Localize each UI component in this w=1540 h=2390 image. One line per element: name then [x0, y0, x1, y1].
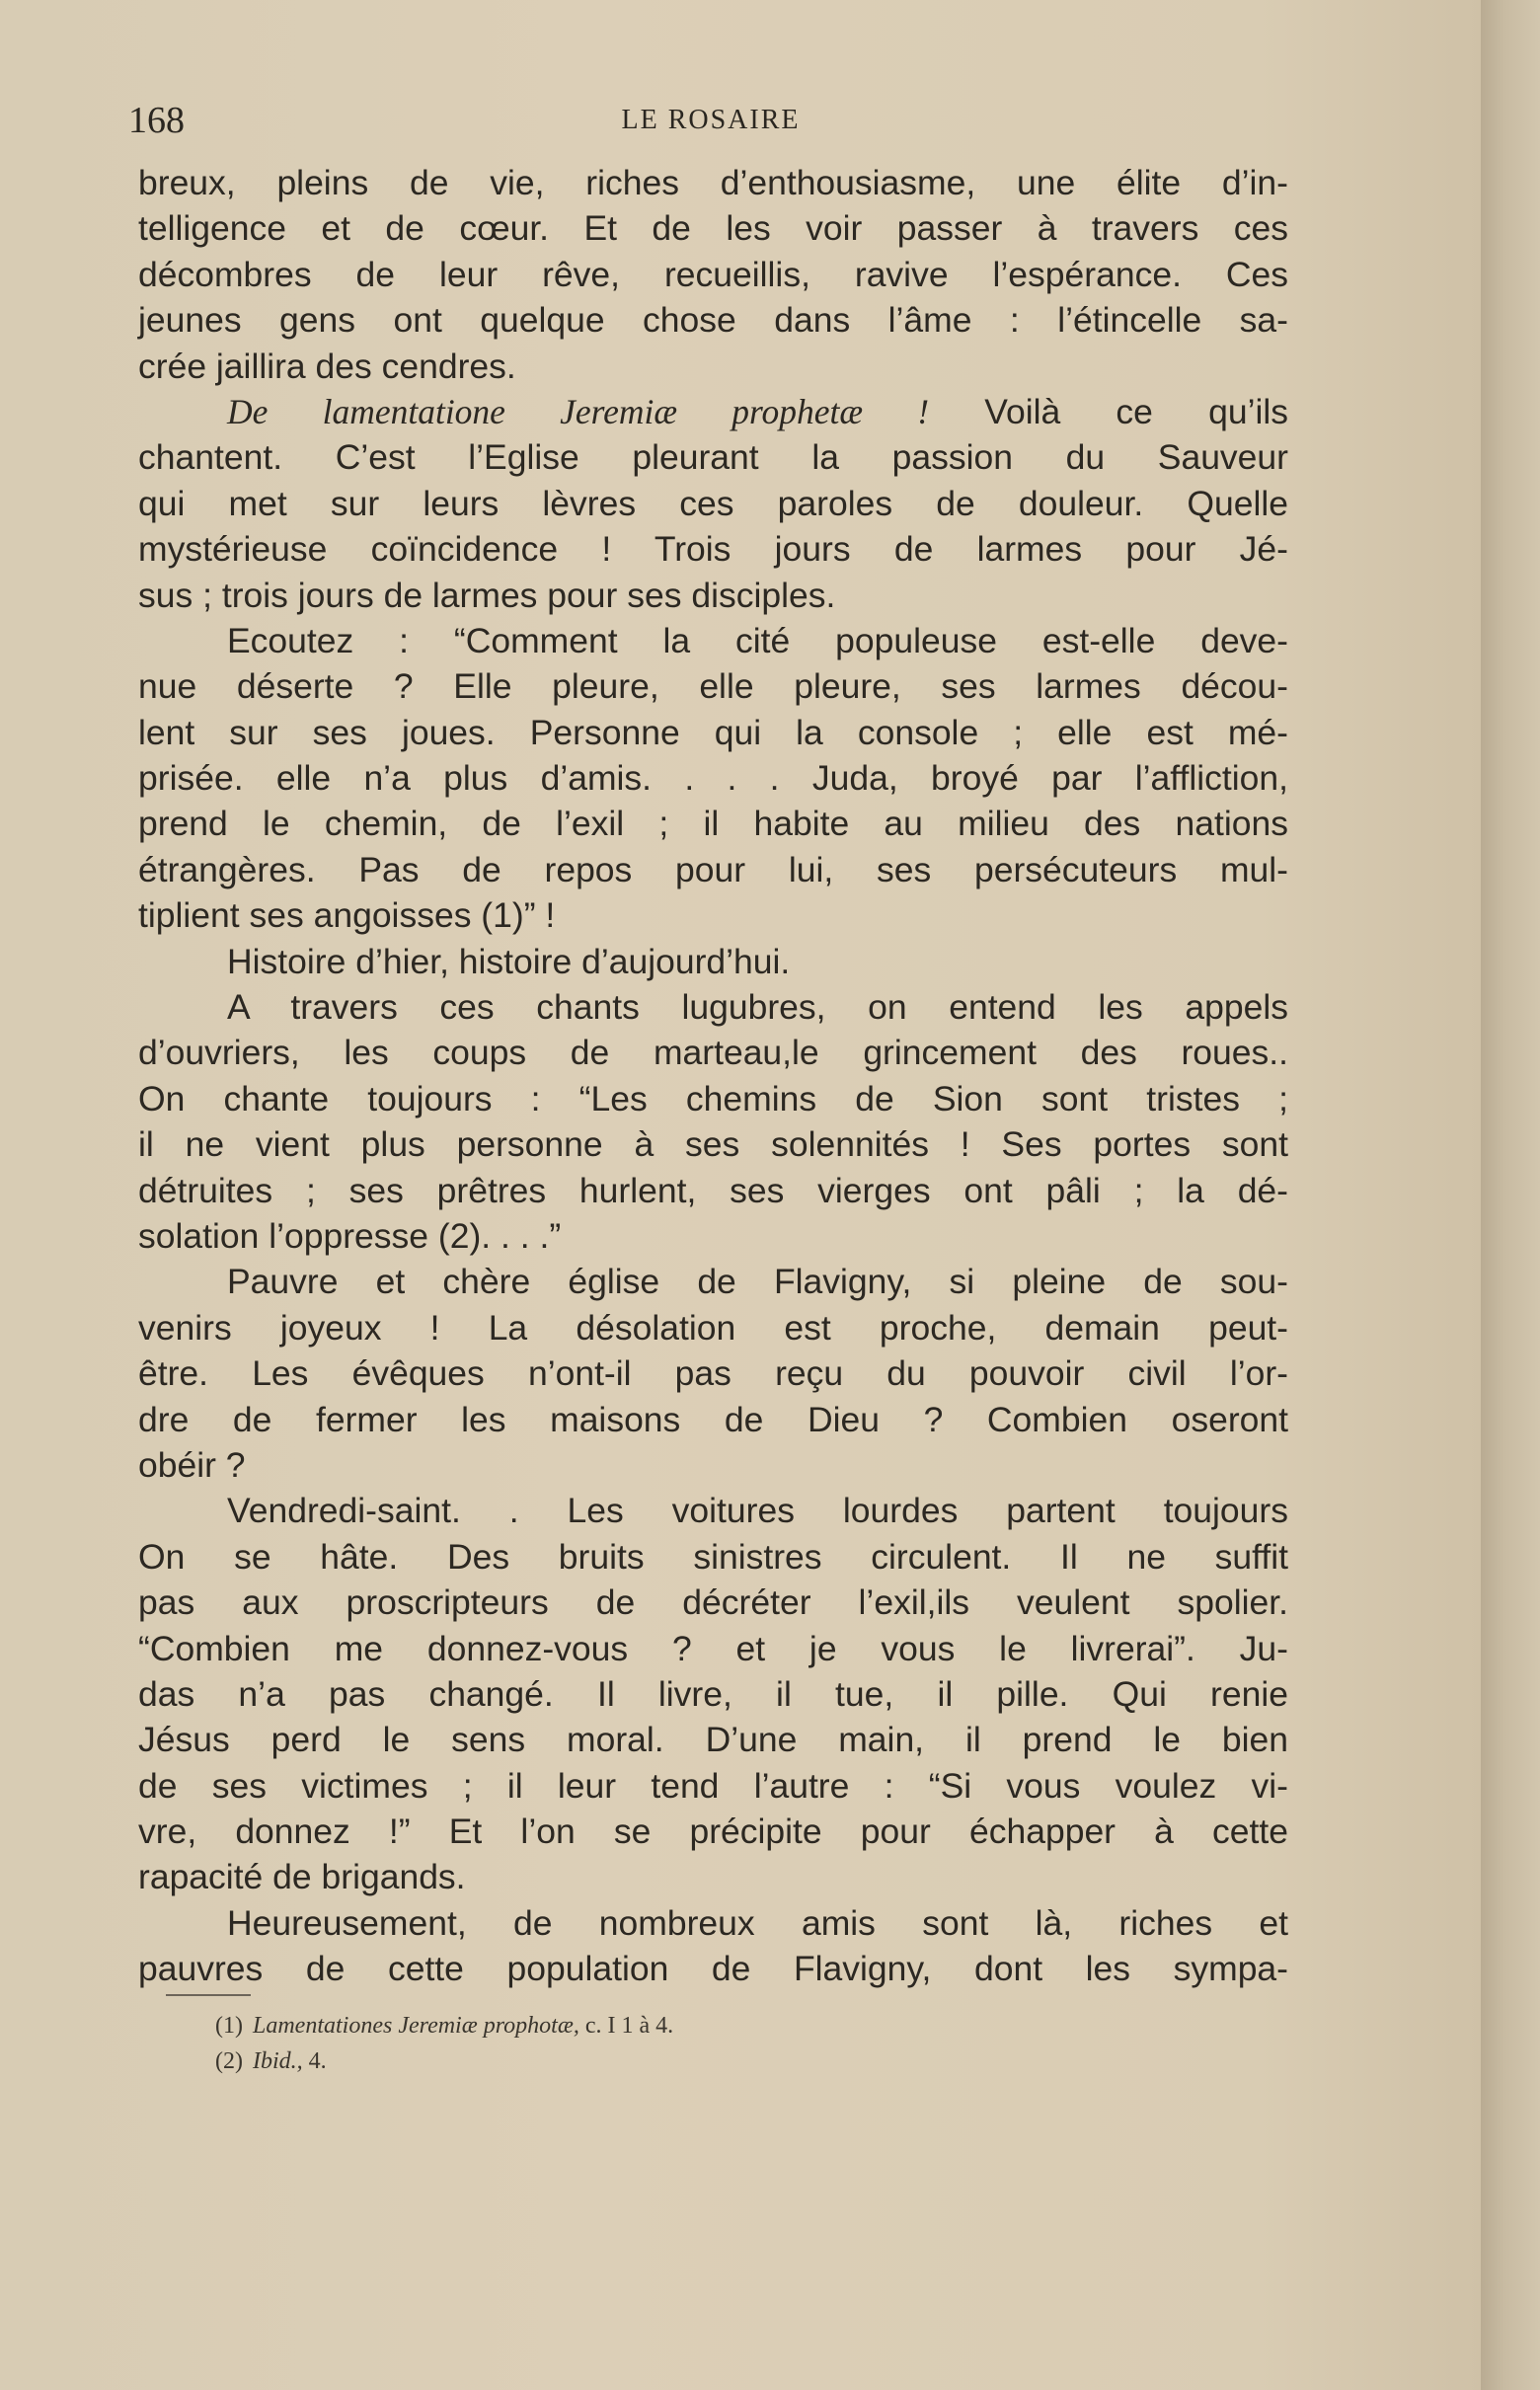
footnote-source: Ibid.,	[252, 2048, 303, 2074]
text-line: décombres de leur rêve, recueillis, ravive l’espérance. Ces	[138, 254, 1288, 294]
text-line: prisée. elle n’a plus d’amis. . . . Juda, broyé par l’affliction,	[138, 758, 1288, 799]
lamentation-title: De lamentatione Jeremiæ prophetæ !	[227, 391, 930, 431]
text-fragment: Voilà ce qu’ils	[929, 391, 1288, 431]
text-line: crée jaillira des cendres.	[138, 346, 516, 386]
text-line: nue déserte ? Elle pleure, elle pleure, ses larmes décou-	[138, 666, 1288, 707]
footnote-marker: (2)	[215, 2048, 243, 2074]
footnotes	[215, 2008, 673, 2079]
text-line: Jésus perd le sens moral. D’une main, il prend le bien	[138, 1720, 1288, 1760]
text-line: breux, pleins de vie, riches d’enthousiasme, une élite d’in-	[138, 163, 1288, 202]
text-line: lent sur ses joues. Personne qui la console ; elle est mé-	[138, 712, 1288, 752]
text-line: On se hâte. Des bruits sinistres circulent. Il ne suffit	[138, 1536, 1288, 1577]
text-line: solation l’oppresse (2). . . .”	[138, 1215, 562, 1256]
text-line: chantent. C’est l’Eglise pleurant la passion du Sauveur	[138, 437, 1288, 478]
text-line: Heureusement, de nombreux amis sont là, riches et	[227, 1902, 1288, 1943]
text-line: détruites ; ses prêtres hurlent, ses vierges ont pâli ; la dé-	[138, 1170, 1288, 1210]
footnote-1	[215, 2008, 673, 2043]
text-line: il ne vient plus personne à ses solennités ! Ses portes sont	[138, 1124, 1288, 1165]
text-line: A travers ces chants lugubres, on entend les appels	[227, 987, 1288, 1028]
text-line: tiplient ses angoisses (1)” !	[138, 895, 556, 936]
page-header	[128, 99, 1293, 148]
footnote-rule	[166, 1994, 251, 1996]
text-line: d’ouvriers, les coups de marteau,le grincement des roues..	[138, 1033, 1288, 1073]
text-line: pauvres de cette population de Flavigny, dont les sympa-	[138, 1949, 1288, 1989]
text-line: obéir ?	[138, 1444, 246, 1485]
footnote-source: Lamentationes Jeremiæ prophotæ,	[252, 2013, 579, 2039]
text-line: das n’a pas changé. Il livre, il tue, il pille. Qui renie	[138, 1673, 1288, 1714]
text-line: mystérieuse coïncidence ! Trois jours de larmes pour Jé-	[138, 529, 1288, 570]
text-line: Vendredi-saint. . Les voitures lourdes partent toujours	[227, 1491, 1288, 1531]
text-line: On chante toujours : “Les chemins de Sion sont tristes ;	[138, 1078, 1288, 1118]
text-line: Pauvre et chère église de Flavigny, si pleine de sou-	[227, 1262, 1288, 1302]
running-head: LE ROSAIRE	[621, 105, 801, 135]
text-line: de ses victimes ; il leur tend l’autre : “Si vous voulez vi-	[138, 1765, 1288, 1806]
text-line: Ecoutez : “Comment la cité populeuse est-elle deve-	[227, 620, 1288, 660]
page-edge	[1481, 0, 1540, 2390]
footnote-reference: c. I 1 à 4.	[578, 2013, 674, 2039]
text-line: vre, donnez !” Et l’on se précipite pour échapper à cette	[138, 1812, 1288, 1852]
text-line	[138, 389, 1288, 434]
footnote-reference: 4.	[302, 2048, 327, 2074]
text-line: venirs joyeux ! La désolation est proche, demain peut-	[138, 1307, 1288, 1348]
text-line: prend le chemin, de l’exil ; il habite au milieu des nations	[138, 804, 1288, 844]
page-number: 168	[128, 100, 185, 141]
text-line: sus ; trois jours de larmes pour ses disciples.	[138, 575, 836, 615]
text-line: dre de fermer les maisons de Dieu ? Combien oseront	[138, 1399, 1288, 1439]
text-line: “Combien me donnez-vous ? et je vous le livrerai”. Ju-	[138, 1628, 1288, 1668]
footnote-2	[215, 2043, 673, 2079]
text-line: jeunes gens ont quelque chose dans l’âme : l’étincelle sa-	[138, 300, 1288, 341]
text-line: Histoire d’hier, histoire d’aujourd’hui.	[227, 941, 791, 981]
text-line: qui met sur leurs lèvres ces paroles de douleur. Quelle	[138, 483, 1288, 523]
text-line: étrangères. Pas de repos pour lui, ses persécuteurs mul-	[138, 849, 1288, 889]
footnote-marker: (1)	[215, 2013, 243, 2039]
text-line: pas aux proscripteurs de décréter l’exil,ils veulent spolier.	[138, 1582, 1288, 1623]
text-line: être. Les évêques n’ont-il pas reçu du pouvoir civil l’or-	[138, 1353, 1288, 1394]
text-line: telligence et de cœur. Et de les voir passer à travers ces	[138, 208, 1288, 249]
body-text	[138, 160, 1288, 1992]
text-line: rapacité de brigands.	[138, 1857, 466, 1897]
